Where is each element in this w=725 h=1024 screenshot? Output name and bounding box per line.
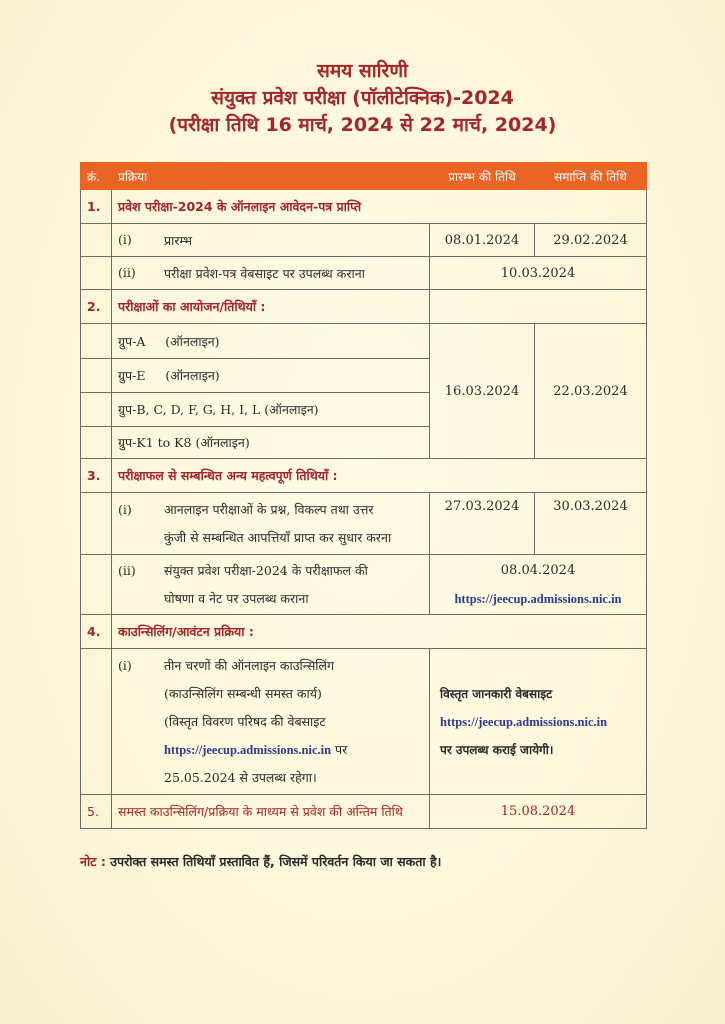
- website-link[interactable]: https://jeecup.admissions.nic.in: [164, 742, 332, 757]
- row-text: प्रारम्भ: [164, 232, 193, 248]
- section-title: परीक्षाफल से सम्बन्धित अन्य महत्वपूर्ण तिथियाँ :: [112, 459, 647, 493]
- table-row: (ii) परीक्षा प्रवेश-पत्र वेबसाइट पर उपलब्ध कराना 10.03.2024: [81, 257, 647, 290]
- section-row-2: [81, 290, 647, 324]
- section-row-5: [81, 795, 647, 829]
- col-header-end-date: समाप्ति की तिथि: [535, 163, 647, 190]
- end-date: 30.03.2024: [535, 493, 647, 555]
- end-date: 29.02.2024: [535, 224, 647, 257]
- group-name: ग्रुप-E: [118, 368, 146, 383]
- table-row: ग्रुप-K1 to K8 (ऑनलाइन): [81, 427, 647, 459]
- start-date: 08.01.2024: [430, 224, 535, 257]
- section-title: काउन्सिलिंग/आवंटन प्रक्रिया :: [112, 615, 647, 649]
- table-row: (i) आनलाइन परीक्षाओं के प्रश्न, विकल्प तथा उत्तर कुंजी से सम्बन्धित आपत्तियाँ प्राप्त कर सुधार करना 27.03.2024 30.03.2024: [81, 493, 647, 555]
- section-number: 5.: [81, 795, 112, 829]
- table-row: (i) प्रारम्भ 08.01.2024 29.02.2024: [81, 224, 647, 257]
- group-name: ग्रुप-K1 to K8: [118, 435, 192, 450]
- website-link[interactable]: https://jeecup.admissions.nic.in: [440, 714, 608, 729]
- final-admission-date: 15.08.2024: [430, 795, 647, 829]
- note-text: उपरोक्त समस्त तिथियाँ प्रस्तावित हैं, जिसमें परिवर्तन किया जा सकता है।: [105, 854, 442, 869]
- col-header-process: प्रक्रिया: [112, 163, 430, 190]
- table-row: ग्रुप-E (ऑनलाइन): [81, 359, 647, 393]
- document-subtitle: संयुक्त प्रवेश परीक्षा (पॉलीटेक्निक)-2024: [211, 87, 514, 109]
- section-title: परीक्षाओं का आयोजन/तिथियाँ :: [112, 290, 430, 324]
- section-row-3: [81, 459, 647, 493]
- group-name: ग्रुप-B, C, D, F, G, H, I, L: [118, 402, 261, 417]
- section-number: 2.: [81, 290, 112, 324]
- group-name: ग्रुप-A: [118, 333, 146, 349]
- section-number: 3.: [81, 459, 112, 493]
- date: 10.03.2024: [430, 257, 647, 290]
- exam-dates: (परीक्षा तिथि 16 मार्च, 2024 से 22 मार्च, 2024): [168, 114, 557, 136]
- document-title: समय सारिणी: [317, 60, 408, 82]
- table-row: ग्रुप-B, C, D, F, G, H, I, L (ऑनलाइन): [81, 393, 647, 427]
- col-header-serial: क्रं.: [81, 163, 112, 190]
- start-date: 16.03.2024: [430, 324, 535, 459]
- row-text: परीक्षा प्रवेश-पत्र वेबसाइट पर उपलब्ध कराना: [164, 265, 365, 281]
- section-title: समस्त काउन्सिलिंग/प्रक्रिया के माध्यम से प्रवेश की अन्तिम तिथि: [112, 795, 430, 829]
- table-row: ग्रुप-A (ऑनलाइन) 16.03.2024 22.03.2024: [81, 324, 647, 359]
- section-number: 4.: [81, 615, 112, 649]
- website-link[interactable]: https://jeecup.admissions.nic.in: [454, 591, 622, 606]
- section-row-4: [81, 615, 647, 649]
- start-date: 27.03.2024: [430, 493, 535, 555]
- table-row: (i) तीन चरणों की ऑनलाइन काउन्सिलिंग (काउन्सिलिंग सम्बन्धी समस्त कार्य) (विस्तृत विवरण परिषद की वेबसाइट https://jeecup.admissions.nic.in पर 25.05.2024 से उपलब्ध रहेगा। विस्तृत जानकारी वेबसाइट https://jeecup.admissions.nic.in पर उपलब्ध कराई जायेगी।: [81, 649, 647, 795]
- document-header: [0, 58, 725, 139]
- note-label: नोट :: [80, 854, 106, 869]
- table-header-row: [81, 163, 647, 190]
- end-date: 22.03.2024: [535, 324, 647, 459]
- result-date: 08.04.2024: [500, 562, 576, 578]
- col-header-start-date: प्रारम्भ की तिथि: [430, 163, 535, 190]
- section-title: प्रवेश परीक्षा-2024 के ऑनलाइन आवेदन-पत्र प्राप्ति: [112, 190, 647, 224]
- footnote: [80, 853, 441, 870]
- schedule-table: [80, 162, 647, 829]
- section-row-1: [81, 190, 647, 224]
- table-row: (ii) संयुक्त प्रवेश परीक्षा-2024 के परीक्षाफल की घोषणा व नेट पर उपलब्ध कराना 08.04.2024 https://jeecup.admissions.nic.in: [81, 555, 647, 615]
- section-number: 1.: [81, 190, 112, 224]
